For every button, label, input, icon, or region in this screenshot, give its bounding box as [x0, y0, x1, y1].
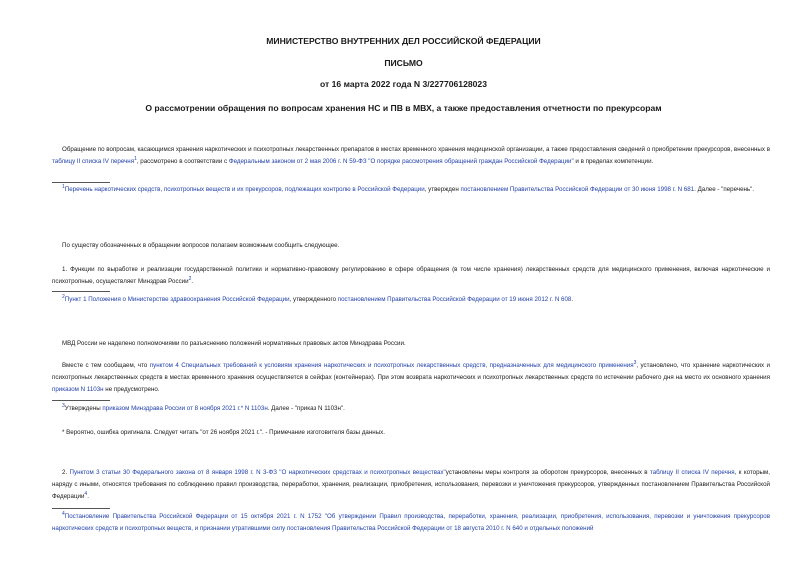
- link-law-3fz[interactable]: Пунктом 3 статьи 30 Федерального закона от 8 января 1998 г. N 3-ФЗ "О наркотических средствах и психотропных веществах": [69, 469, 446, 476]
- subject-title: О рассмотрении обращения по вопросам хранения НС и ПВ в МВХ, а также предоставления отчетности по прекурсорам: [145, 103, 662, 113]
- link-federal-law-59[interactable]: Федеральным законом от 2 мая 2006 г. N 59-ФЗ "О порядке рассмотрения обращений граждан Российской Федерации": [228, 158, 574, 165]
- link-decree-681[interactable]: постановлением Правительства Российской Федерации от 30 июня 1998 г. N 681: [460, 186, 695, 193]
- paragraph-storage: [52, 360, 770, 396]
- link-decree-608[interactable]: постановлением Правительства Российской Федерации от 19 июня 2012 г. N 608: [337, 296, 572, 303]
- footnote-mark: 2: [62, 293, 65, 300]
- paragraph-item-1: [52, 264, 770, 288]
- text: не предусмотрено.: [103, 386, 160, 393]
- link-decree-1752[interactable]: Постановление Правительства Российской Федерации от 15 октября 2021 г. N 1752 "Об утверждении Правил производства, переработки, хранения, реализации, приобретения, использования, перевозки и уничтожения прекурсоров наркотических средств и психотропных веществ, и признании утратившими силу постановления Правительства Российской Федерации от 18 августа 2010 г. N 640 и отдельных положений: [52, 513, 770, 532]
- link-special-requirements[interactable]: пунктом 4 Специальных требований к условиям хранения наркотических и психотропных лекарственных средств, предназначенных для медицинского применения: [149, 362, 634, 369]
- text: 1. Функции по выработке и реализации государственной политики и нормативно-правовому регулированию в сфере обращения (в том числе хранения) лекарственных средств для медицинского применения, включая наркотические и психотропные, осуществляет Минздрав России: [52, 266, 770, 285]
- footnote-divider: [52, 291, 110, 292]
- paragraph-item-2: [52, 467, 770, 503]
- text: .: [87, 493, 89, 500]
- text: .: [571, 296, 574, 303]
- text: Вместе с тем сообщаем, что: [62, 362, 150, 369]
- footnote-ref-1[interactable]: 1: [134, 155, 137, 162]
- footnote-divider: [52, 400, 110, 401]
- text: установлены меры контроля за оборотом прекурсоров, внесенных в: [445, 469, 650, 476]
- paragraph-intro: [52, 144, 770, 168]
- editor-note: [52, 427, 770, 439]
- text: 2.: [62, 469, 70, 476]
- footnote-divider: [52, 182, 110, 183]
- text: Утверждены: [64, 405, 103, 412]
- footnote-ref-4[interactable]: 4: [84, 490, 88, 497]
- doc-type: ПИСЬМО: [384, 58, 423, 68]
- text: , к которым, наряду с иными, относятся требования по соблюдению правил производства, переработки, хранения, реализации, приобретения, использования, перевозки и уничтожения прекурсоров, утвержденных постановлением Правительства Российской Федерации: [52, 469, 770, 500]
- footnote-ref-2[interactable]: 2: [188, 275, 192, 282]
- text: . Далее - "приказ N 1103н".: [267, 405, 345, 412]
- text: По существу обозначенных в обращении вопросов полагаем возможным сообщить следующее.: [62, 242, 340, 249]
- paragraph-intro-2: [52, 240, 770, 252]
- text: , утвержденного: [289, 296, 338, 303]
- link-regulation-minzdrav[interactable]: Пункт 1 Положения о Министерстве здравоохранения Российской Федерации: [64, 296, 290, 303]
- link-order-minzdrav[interactable]: приказом Минздрава России от 8 ноября 2021 г.* N 1103н: [102, 405, 268, 412]
- text: Обращение по вопросам, касающимся хранения наркотических и психотропных лекарственных препаратов в местах временного хранения медицинской организации, а также предоставления сведений о приобретении прекурсоров, внесенных в: [62, 146, 770, 153]
- footnote-divider: [52, 508, 110, 509]
- footnote-mark: 3: [62, 402, 65, 409]
- link-table-list-2[interactable]: таблицу II списка IV перечня: [649, 469, 735, 476]
- text: , рассмотрено в соответствии с: [136, 158, 229, 165]
- text: . Далее - "перечень".: [694, 186, 755, 193]
- link-order-1103n[interactable]: приказом N 1103н: [52, 386, 104, 393]
- paragraph-mvd: [52, 338, 770, 350]
- text: .: [191, 278, 194, 285]
- text: и в пределах компетенции.: [573, 158, 654, 165]
- text: * Вероятно, ошибка оригинала. Следует читать "от 26 ноября 2021 г.". - Примечание изготовителя базы данных.: [62, 429, 385, 436]
- date-line: от 16 марта 2022 года N 3/227706128023: [320, 79, 487, 89]
- text: , установлено, что хранение наркотических и психотропных лекарственных средств в местах временного хранения осуществляется в сейфах (контейнерах). При этом возврата наркотических и психотропных лекарственных средств по истечении рабочего дня на место их основного хранения: [52, 362, 770, 381]
- text: МВД России не наделено полномочиями по разъяснению положений нормативных правовых актов Минздрава России.: [62, 340, 406, 347]
- ministry-title: МИНИСТЕРСТВО ВНУТРЕННИХ ДЕЛ РОССИЙСКОЙ ФЕДЕРАЦИИ: [266, 36, 541, 46]
- footnote-mark: 4: [62, 510, 65, 517]
- footnote-mark: 1: [62, 183, 65, 190]
- footnote-ref-3[interactable]: 3: [633, 359, 637, 366]
- text: , утвержден: [424, 186, 461, 193]
- footnote-1: [52, 184, 770, 196]
- link-perechen[interactable]: Перечень наркотических средств, психотропных веществ и их прекурсоров, подлежащих контролю в Российской Федерации: [64, 186, 425, 193]
- link-table-list[interactable]: таблицу II списка IV перечня: [52, 158, 135, 165]
- footnote-3: [52, 403, 770, 415]
- footnote-2: [52, 294, 770, 306]
- footnote-4: [52, 511, 770, 535]
